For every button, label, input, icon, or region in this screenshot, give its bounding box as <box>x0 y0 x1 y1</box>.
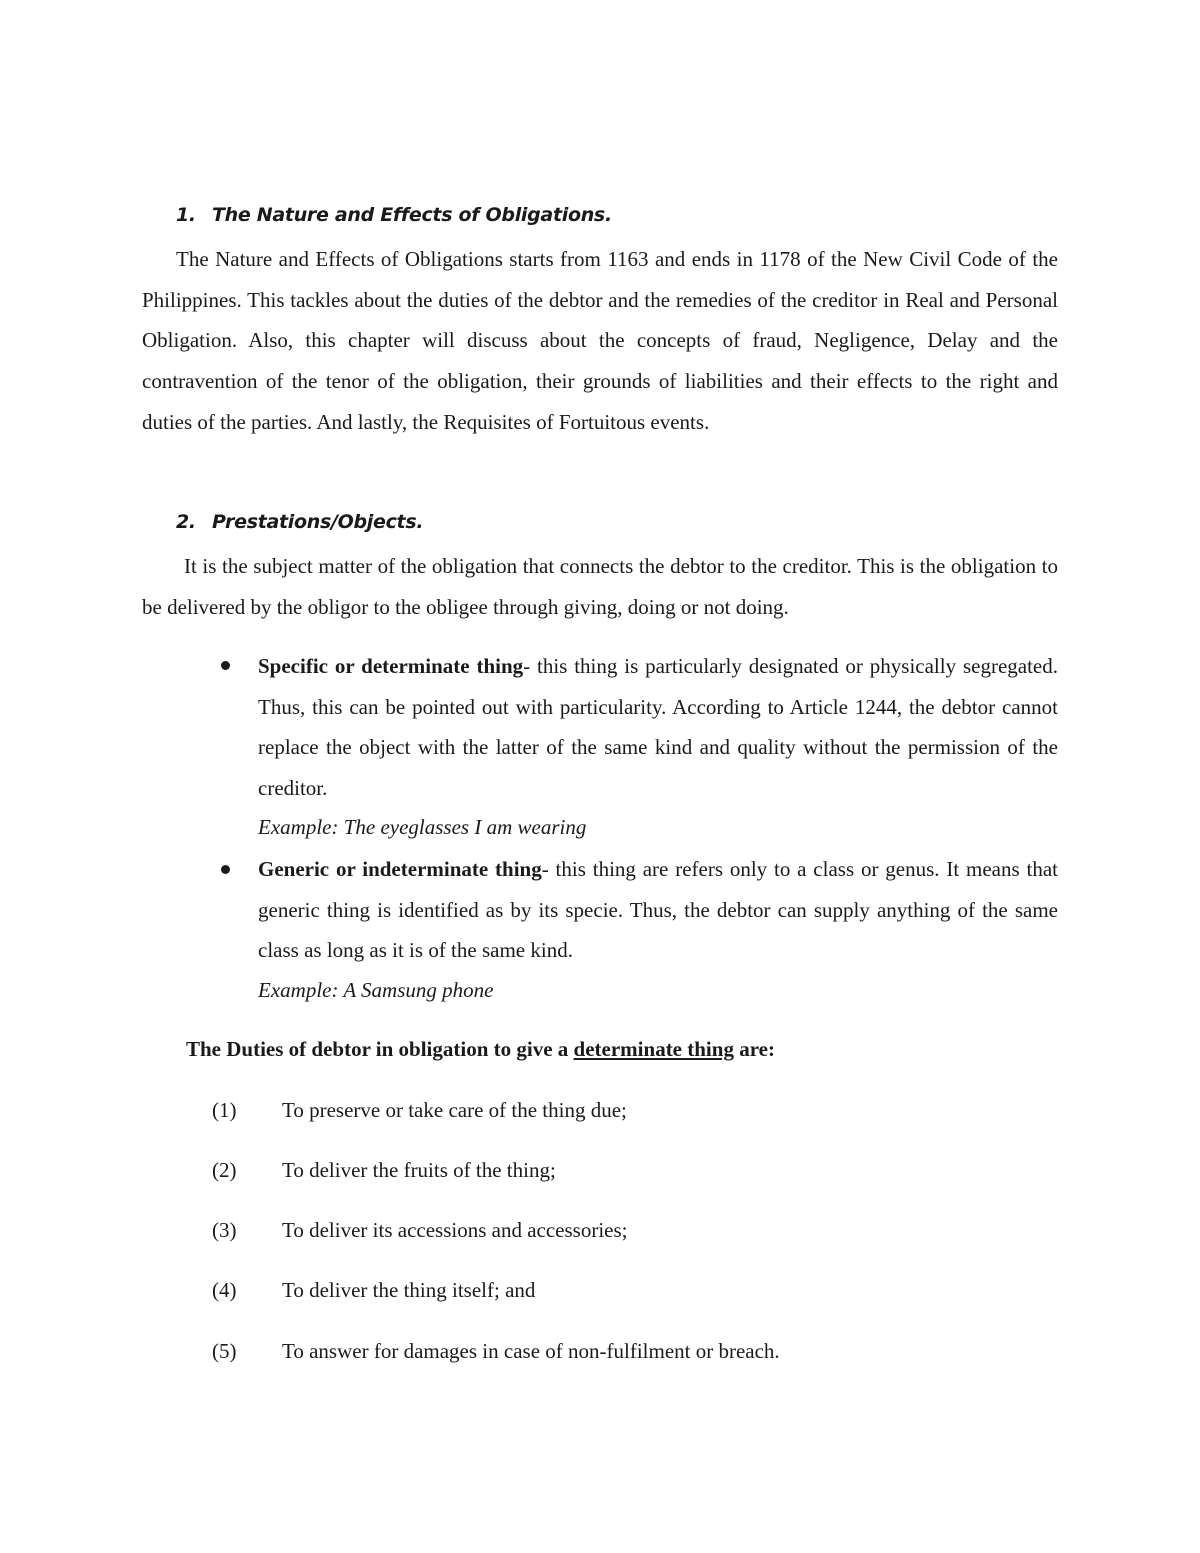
duty-text: To preserve or take care of the thing due; <box>282 1098 627 1122</box>
bullet-item-generic <box>258 849 1058 971</box>
duty-number: (2) <box>212 1158 237 1182</box>
section-2-paragraph <box>142 546 1058 627</box>
bullet-example: Example: A Samsung phone <box>258 978 494 1002</box>
bullet-term: Specific or determinate thing <box>258 654 524 678</box>
duty-number: (3) <box>212 1218 237 1242</box>
bullet-item-specific <box>258 646 1058 808</box>
duty-number: (5) <box>212 1339 237 1363</box>
duty-text: To deliver its accessions and accessories; <box>282 1218 628 1242</box>
duty-text: To answer for damages in case of non-fulfilment or breach. <box>282 1339 780 1363</box>
section-2-number: 2. <box>176 511 196 533</box>
duty-number: (1) <box>212 1098 237 1122</box>
bullet-text: - this thing are refers only to a class or genus. It means that generic thing is identified as by its specie. Thus, the debtor can supply anything of the same class as long as it is of the same kind. <box>258 857 1058 962</box>
bullet-icon <box>221 865 230 874</box>
duty-item <box>212 1278 535 1303</box>
duty-item <box>212 1158 556 1183</box>
bullet-example: Example: The eyeglasses I am wearing <box>258 815 587 839</box>
section-1-paragraph <box>142 239 1058 443</box>
duty-item <box>212 1218 628 1243</box>
bullet-term: Generic or indeterminate thing <box>258 857 542 881</box>
duties-heading-before: The Duties of debtor in obligation to give a <box>186 1037 574 1061</box>
duty-number: (4) <box>212 1278 237 1302</box>
duties-heading <box>186 1037 775 1062</box>
section-1-heading <box>176 204 612 226</box>
section-1-body: The Nature and Effects of Obligations starts from 1163 and ends in 1178 of the New Civil Code of the Philippines. This tackles about the duties of the debtor and the remedies of the creditor in Real and Personal Obligation. Also, this chapter will discuss about the concepts of fraud, Negligence, Delay and the contravention of the tenor of the obligation, their grounds of liabilities and their effects to the right and duties of the parties. And lastly, the Requisites of Fortuitous events. <box>142 247 1058 434</box>
duty-text: To deliver the fruits of the thing; <box>282 1158 556 1182</box>
section-2-heading <box>176 511 423 533</box>
bullet-icon <box>221 661 230 670</box>
section-1-number: 1. <box>176 204 196 226</box>
duties-heading-after: are: <box>733 1037 775 1061</box>
bullet-text: - this thing is particularly designated or physically segregated. Thus, this can be pointed out with particularity. According to Article 1244, the debtor cannot replace the object with the latter of the same kind and quality without the permission of the creditor. <box>258 654 1058 800</box>
section-2-body: It is the subject matter of the obligation that connects the debtor to the creditor. This is the obligation to be delivered by the obligor to the obligee through giving, doing or not doing. <box>142 554 1058 619</box>
duty-item <box>212 1339 780 1364</box>
duties-heading-underlined: determinate thing <box>573 1037 734 1061</box>
section-2-title: Prestations/Objects. <box>212 511 424 533</box>
duty-item <box>212 1098 627 1123</box>
section-1-title: The Nature and Effects of Obligations. <box>212 204 612 226</box>
duty-text: To deliver the thing itself; and <box>282 1278 536 1302</box>
